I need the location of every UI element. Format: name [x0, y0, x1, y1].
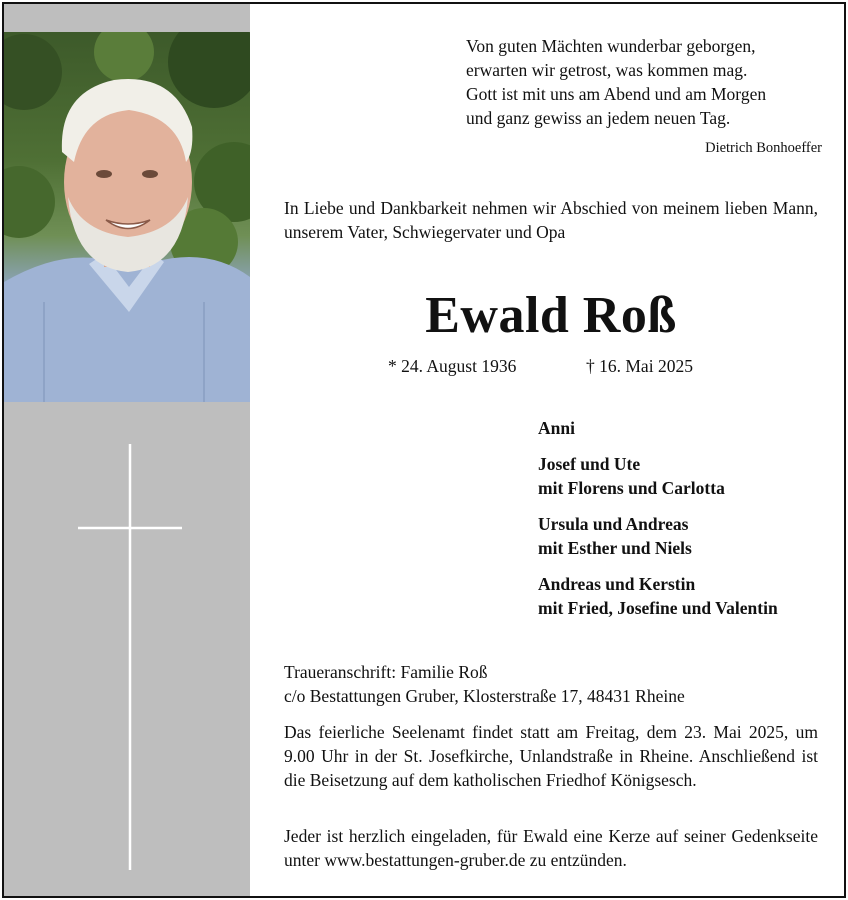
family-line: mit Fried, Josefine und Valentin — [538, 598, 778, 618]
death-date: † 16. Mai 2025 — [586, 356, 693, 376]
service-info: Das feierliche Seelenamt findet statt am Freitag, dem 23. Mai 2025, um 9.00 Uhr in der St. Josefkirche, Unlandstraße in Rheine. Anschließend ist die Beisetzung auf dem katholischen Friedhof Königsesch. — [284, 722, 818, 790]
birth-date: * 24. August 1936 — [388, 356, 517, 376]
family-line: Andreas und Kerstin — [538, 574, 696, 594]
quote-line: Von guten Mächten wunderbar geborgen, — [466, 36, 756, 56]
quote-line: und ganz gewiss an jedem neuen Tag. — [466, 108, 731, 128]
sidebar — [4, 4, 250, 896]
family-line: Anni — [538, 418, 575, 438]
family-group — [538, 452, 828, 500]
cross-icon — [78, 444, 182, 870]
quote-author: Dietrich Bonhoeffer — [705, 140, 822, 156]
deceased-name: Ewald Roß — [425, 287, 677, 344]
family-line: mit Florens und Carlotta — [538, 478, 725, 498]
quote-line: Gott ist mit uns am Abend und am Morgen — [466, 84, 767, 104]
obituary-notice — [2, 2, 846, 898]
intro-text: In Liebe und Dankbarkeit nehmen wir Abschied von meinem lieben Mann, unserem Vater, Schwiegervater und Opa — [284, 198, 818, 242]
family-group — [538, 572, 828, 620]
address-line: Traueranschrift: Familie Roß — [284, 662, 488, 682]
family-list — [538, 416, 828, 632]
family-group — [538, 416, 828, 440]
address-line: c/o Bestattungen Gruber, Klosterstraße 17, 48431 Rheine — [284, 686, 685, 706]
family-line: Josef und Ute — [538, 454, 641, 474]
portrait-photo — [4, 32, 250, 402]
family-line: Ursula und Andreas — [538, 514, 689, 534]
notice-content — [284, 4, 822, 896]
family-group — [538, 512, 828, 560]
mourning-address — [284, 660, 818, 708]
quote-line: erwarten wir getrost, was kommen mag. — [466, 60, 748, 80]
family-line: mit Esther und Niels — [538, 538, 692, 558]
memorial-invite: Jeder ist herzlich eingeladen, für Ewald eine Kerze auf seiner Gedenkseite unter www.bestattungen-gruber.de zu entzünden. — [284, 826, 818, 870]
portrait-illustration — [4, 32, 250, 402]
bonhoeffer-quote — [466, 34, 826, 130]
